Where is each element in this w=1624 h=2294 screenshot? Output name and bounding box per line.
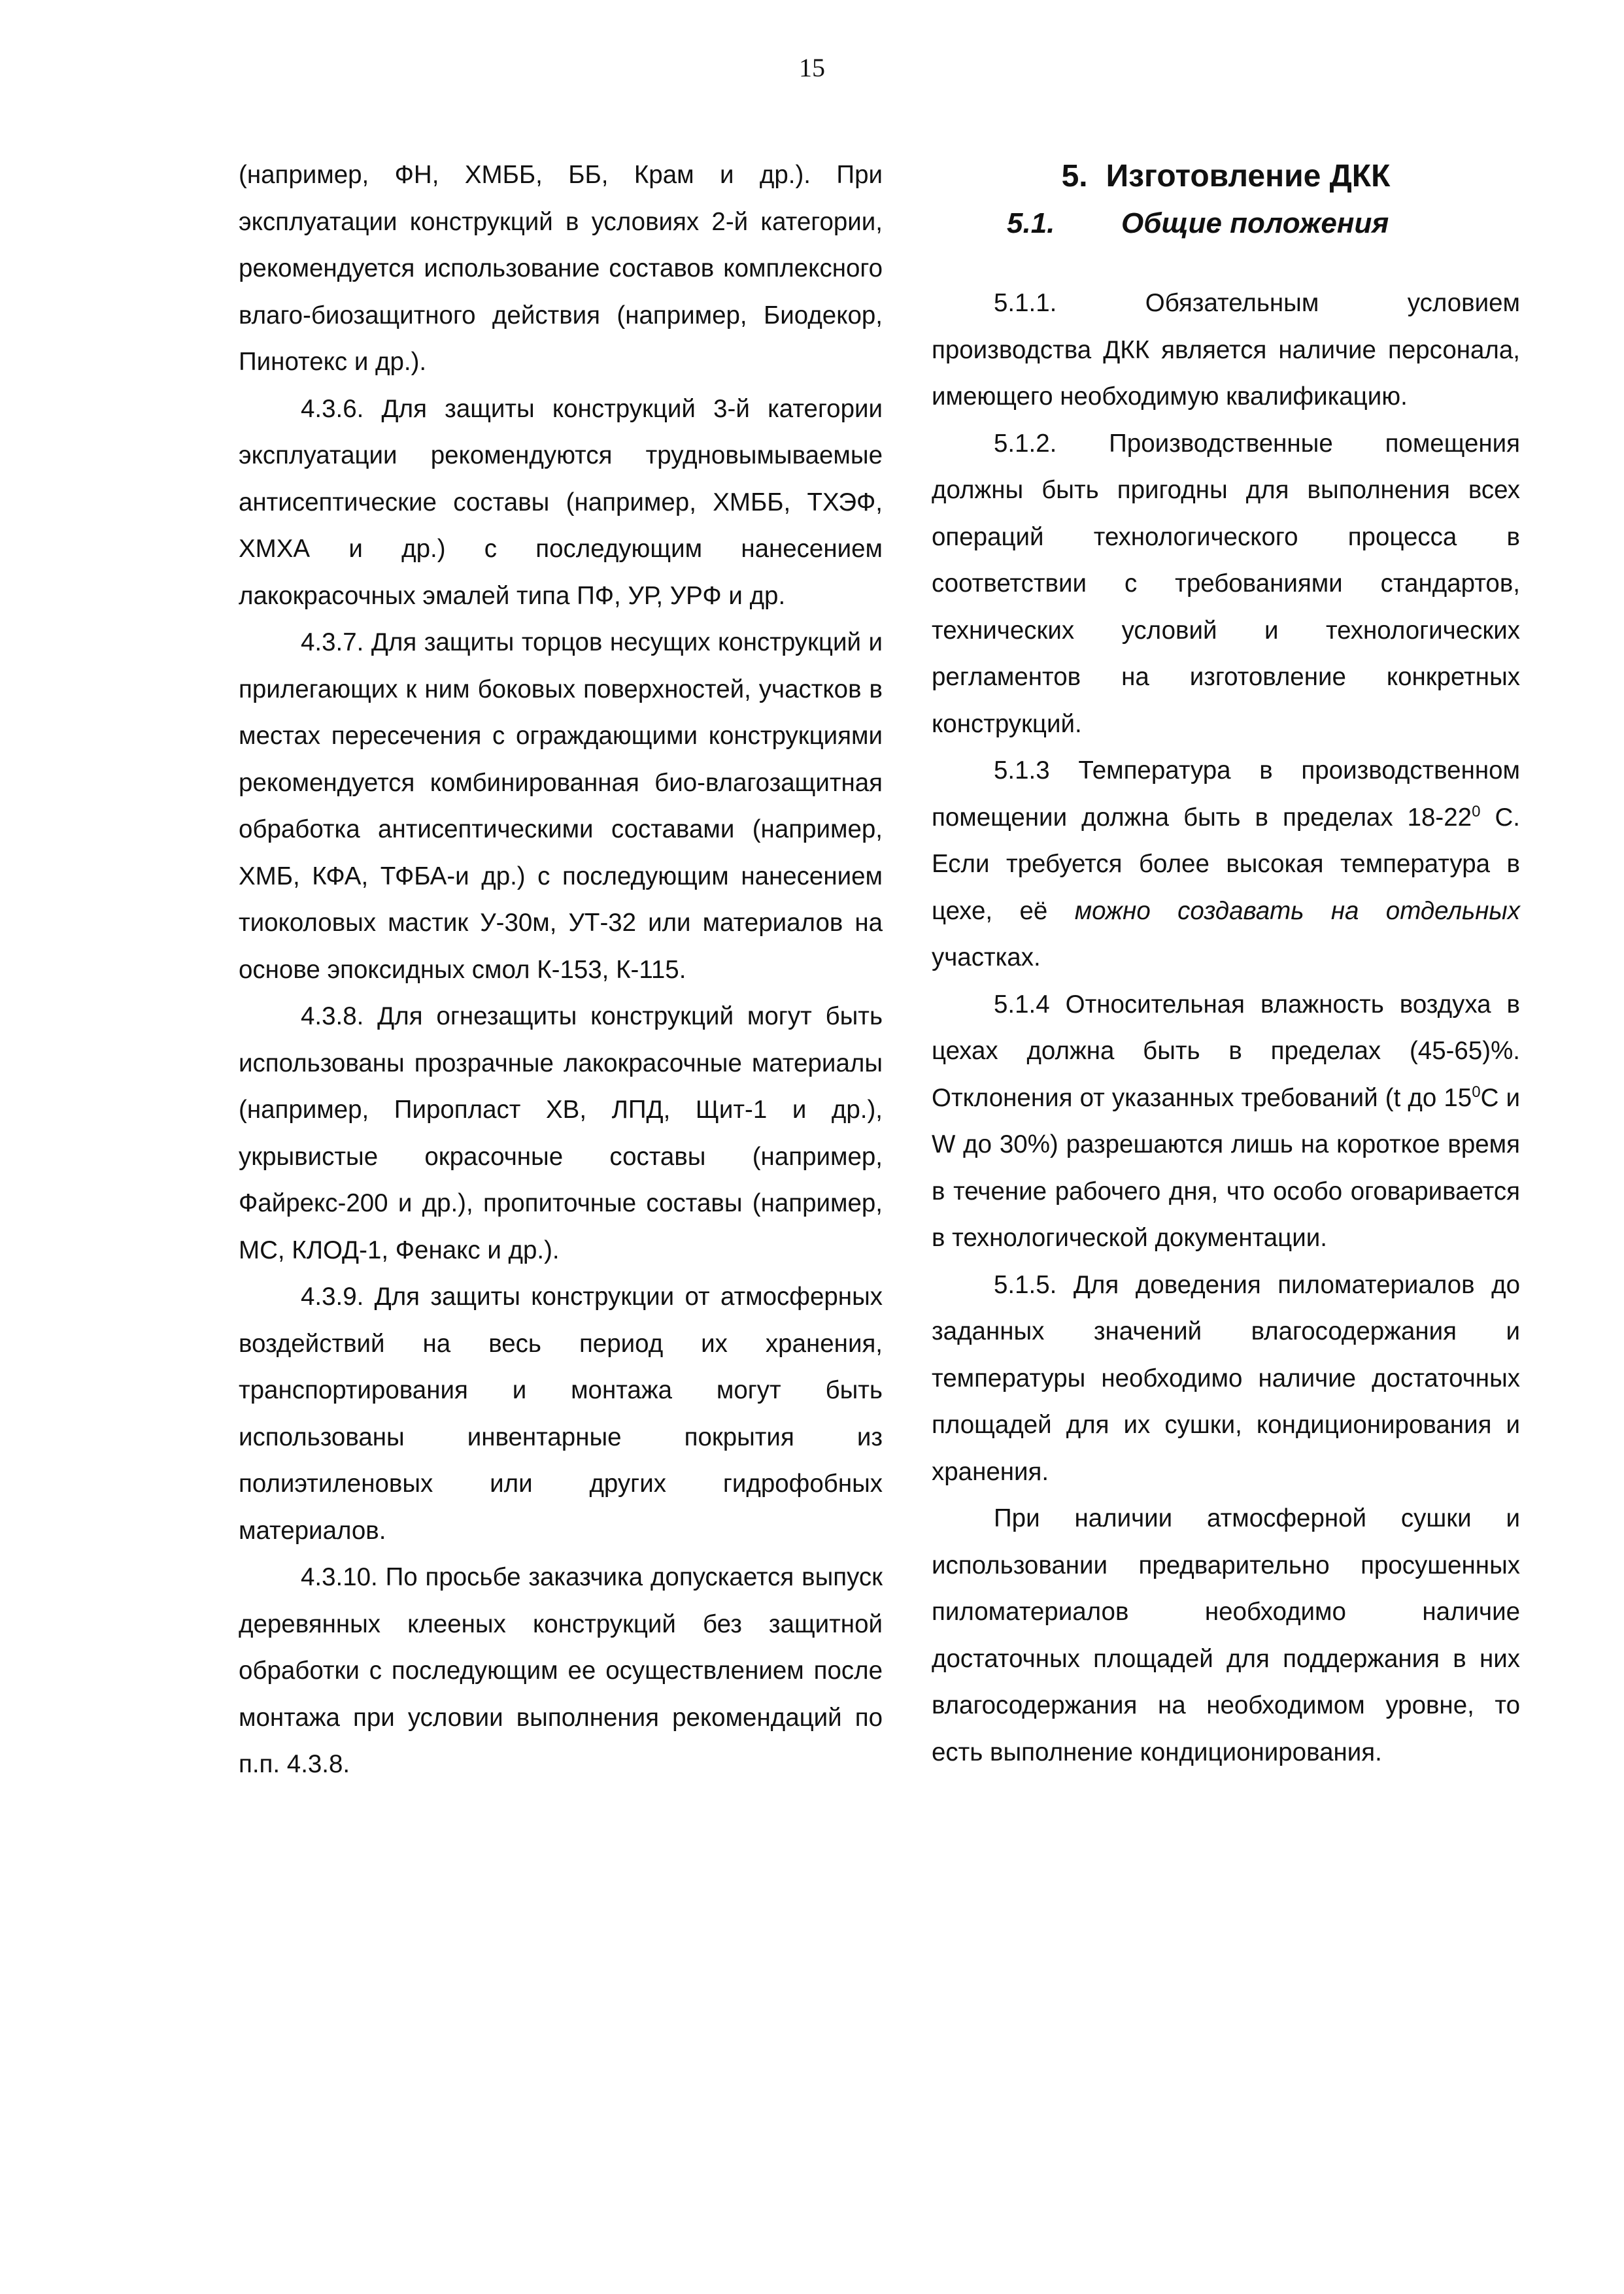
section-number: 5.	[1061, 159, 1088, 194]
paragraph-5-1-5: 5.1.5. Для доведения пиломатериалов до заданных значений влагосодержания и температуры необходимо наличие достаточных площадей для их сушки, кондиционирования и хранения.	[932, 1270, 1520, 1486]
subsection-number: 5.1.	[1007, 207, 1055, 239]
paragraph-5-1-3	[932, 747, 1520, 981]
heading-spacer	[932, 247, 1520, 280]
paragraph-5-1-4-text-a: 5.1.4 Относительная влажность воздуха в цехах должна быть в пределах (45-65)%. Отклонения от указанных требований (t до 15	[932, 990, 1520, 1112]
paragraph-4-3-9: 4.3.9. Для защиты конструкции от атмосферных воздействий на весь период их хранения, транспортирования и монтажа могут быть использованы инвентарные покрытия из полиэтиленовых или других гидрофобных материалов.	[239, 1283, 883, 1545]
subsection-heading	[932, 200, 1520, 247]
page-number: 15	[799, 53, 825, 82]
subsection-title: Общие положения	[1121, 207, 1389, 239]
paragraph-5-1-4-text-b: С и W до 30%) разрешаются лишь на короткое время в течение рабочего дня, что особо оговаривается в технологической документации.	[932, 1083, 1520, 1252]
section-heading	[932, 152, 1520, 200]
paragraph-atmospheric-drying: При наличии атмосферной сушки и использовании предварительно просушенных пиломатериалов необходимо наличие достаточных площадей для поддержания в них влагосодержания на необходимом уровне, то есть выполнение кондиционирования.	[932, 1504, 1520, 1766]
degree-superscript: 0	[1472, 802, 1481, 820]
paragraph-4-3-6: 4.3.6. Для защиты конструкций 3-й категории эксплуатации рекомендуются трудновымываемые антисептические составы (например, ХМББ, ТХЭФ, ХМХА и др.) с последующим нанесением лакокрасочных эмалей типа ПФ, УР, УРФ и др.	[239, 394, 883, 610]
paragraph-5-1-4	[932, 981, 1520, 1262]
paragraph-5-1-1: 5.1.1. Обязательным условием производства ДКК является наличие персонала, имеющего необходимую квалификацию.	[932, 289, 1520, 411]
paragraph-5-1-3-text-a: 5.1.3 Температура в производственном помещении должна быть в пределах 18-22	[932, 756, 1520, 832]
paragraph-4-3-8: 4.3.8. Для огнезащиты конструкций могут быть использованы прозрачные лакокрасочные материалы (например, Пиропласт ХВ, ЛПД, Щит-1 и др.), укрывистые окрасочные составы (например, Файрекс-200 и др.), пропиточные составы (например, МС, КЛОД-1, Фенакс и др.).	[239, 1002, 883, 1264]
section-title: Изготовление ДКК	[1106, 159, 1391, 194]
paragraph-5-1-3-text-c: участках.	[932, 943, 1041, 971]
paragraph-continuation: (например, ФН, ХМББ, ББ, Крам и др.). При эксплуатации конструкций в условиях 2-й категории, рекомендуется использование составов комплексного влаго-биозащитного действия (например, Биодекор, Пинотекс и др.).	[239, 161, 883, 376]
left-column	[239, 152, 883, 1788]
paragraph-5-1-2: 5.1.2. Производственные помещения должны быть пригодны для выполнения всех операций технологического процесса в соответствии с требованиями стандартов, технических условий и технологических регламентов на изготовление конкретных конструкций.	[932, 429, 1520, 738]
paragraph-4-3-10: 4.3.10. По просьбе заказчика допускается выпуск деревянных клееных конструкций без защитной обработки с последующим ее осуществлением после монтажа при условии выполнения рекомендаций по п.п. 4.3.8.	[239, 1563, 883, 1778]
paragraph-5-1-3-text-b: С. Если требуется более высокая температура в цехе, её	[932, 803, 1520, 925]
right-column	[932, 152, 1520, 1776]
paragraph-5-1-3-italic: можно создавать на отдельных	[1074, 896, 1520, 925]
paragraph-4-3-7: 4.3.7. Для защиты торцов несущих конструкций и прилегающих к ним боковых поверхностей, участков в местах пересечения с ограждающими конструкциями рекомендуется комбинированная био-влагозащитная обработка антисептическими составами (например, ХМБ, КФА, ТФБА-и др.) с последующим нанесением тиоколовых мастик У-30м, УТ-32 или материалов на основе эпоксидных смол К-153, К-115.	[239, 628, 883, 984]
degree-superscript: 0	[1472, 1083, 1481, 1101]
